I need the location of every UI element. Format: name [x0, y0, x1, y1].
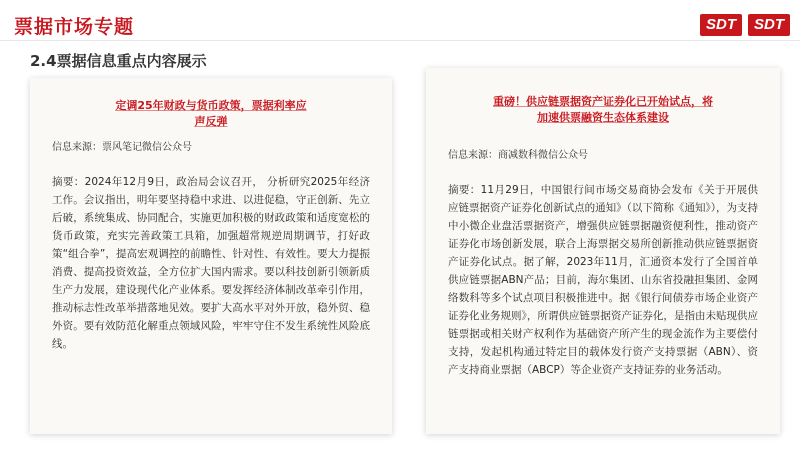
headline-line: 定调25年财政与货币政策，票据利率应 [115, 99, 307, 112]
news-summary: 摘要：2024年12月9日，政治局会议召开， 分析研究2025年经济工作。会议指出，明年要坚持稳中求进、以进促稳，守正创新、先立后破，系统集成、协同配合，实施更加积极的财政政策和适度宽松的货币政策，充实完善政策工具箱，加强超常规逆周期调节，打好政策“组合拳”，提高宏观调控的前瞻性、针对性、有效性。要大力提振消费、提高投资效益，全方位扩大国内需求。要以科技创新引领新质生产力发展，建设现代化产业体系。要发挥经济体制改革牵引作用，推动标志性改革举措落地见效。要扩大高水平对外开放，稳外贸、稳外资。要有效防范化解重点领域风险，牢牢守住不发生系统性风险底线。 [52, 176, 370, 350]
headline-line: 加速供票融资生态体系建设 [537, 111, 669, 124]
news-source: 信息来源：商减数科微信公众号 [448, 150, 588, 161]
news-summary: 摘要：11月29日，中国银行间市场交易商协会发布《关于开展供应链票据资产证券化创新试点的通知》（以下简称《通知》），为支持中小微企业盘活票据资产，增强供应链票据融资便利性，推动资产证券化市场创新发展，联合上海票据交易所创新推动供应链票据资产证券化试点。据了解，2023年11月，汇通资本发行了全国首单供应链票据ABN产品；目前，海尔集团、山东省投融担集团、金网络数科等多个试点项目积极推进中。据《银行间债券市场企业资产证券化业务规则》，所谓供应链票据资产证券化，是指由未贴现供应链票据或相关财产权利作为基础资产所产生的现金流作为主要偿付支持，发起机构通过特定目的载体发行资产支持票据（ABN）、资产支持商业票据（ABCP）等企业资产支持证券的业务活动。 [448, 184, 758, 376]
brand-logo: SDT [700, 14, 742, 36]
news-headline[interactable] [448, 94, 758, 126]
section-title: 2.4票据信息重点内容展示 [30, 52, 207, 70]
news-source: 信息来源：票风笔记微信公众号 [52, 142, 192, 153]
page-title: 票据市场专题 [14, 16, 135, 38]
news-card-abs [426, 68, 780, 434]
headline-line: 重磅！供应链票据资产证券化已开始试点，将 [493, 95, 713, 108]
header-divider [0, 40, 800, 41]
brand-logo: SDT [748, 14, 790, 36]
news-card-policy [30, 78, 392, 434]
news-headline[interactable] [52, 98, 370, 130]
headline-line: 声反弹 [194, 115, 228, 128]
